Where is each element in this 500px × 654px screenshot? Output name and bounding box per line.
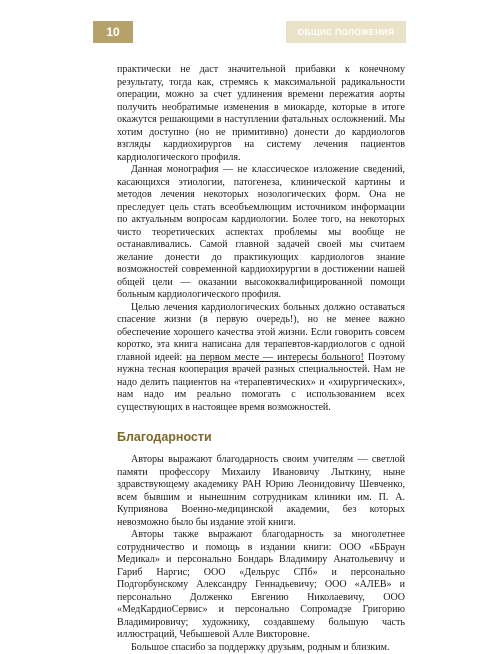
paragraph-thanks-teachers: Авторы выражают благодарность своим учителям — светлой памяти профессору Михаилу Ивановичу Лыткину, ныне здравствующему академику РАН Юрию Леонидовичу Шевченко, всем бывшим и нынешним сотрудникам клиники им. П. А. Куприянова Военно-медицинской академии, без которых невозможно было бы издание этой книги. bbox=[117, 454, 405, 529]
paragraph-thanks-family: Большое спасибо за поддержку друзьям, родным и близким. bbox=[117, 642, 405, 654]
running-title: ОБЩИЕ ПОЛОЖЕНИЯ bbox=[286, 21, 406, 43]
page-body bbox=[117, 64, 405, 654]
page-number: 10 bbox=[93, 21, 133, 43]
paragraph-goal-emphasis: на первом месте — интересы больного! bbox=[186, 352, 364, 363]
section-heading: Благодарности bbox=[117, 430, 405, 444]
paragraph-goal bbox=[117, 302, 405, 415]
paragraph-goal-start: Целью лечения кардиологических больных должно оставаться спасение жизни (в первую очередь!), но не менее важно обеспечение хорошего качества этой жизни. Если говорить совсем коротко, эта книга написана для терапевтов-кардиологов с одной главной идеей: bbox=[117, 302, 405, 363]
paragraph-continuation: практически не даст значительной прибавки к конечному результату, тогда как, стремясь к максимальной радикальности операции, можно за счет удлинения времени пережатия аорты получить необратимые изменения в миокарде, которые в итоге окажутся решающими в наступлении фатальных осложнений. Мы хотим доступно (но не примитивно) донести до кардиологов взгляды кардиохирургов на систему лечения пациентов кардиологического профиля. bbox=[117, 64, 405, 164]
paragraph-monograph: Данная монография — не классическое изложение сведений, касающихся этиологии, патогенеза, клинической картины и методов лечения некоторых нозологических форм. Она не преследует цель стать всеобъемлющим источником информации по актуальным вопросам кардиологии. Более того, на некоторых чисто теоретических аспектах проблемы мы вообще не останавливались. Самой главной задачей своей мы считаем желание донести до практикующих кардиологов знание возможностей современной кардиохирургии в достижении нашей общей цели — оказании высококвалифицированной помощи больным кардиологического профиля. bbox=[117, 164, 405, 302]
page-header bbox=[0, 0, 500, 43]
paragraph-goal-end: Поэтому нужна тесная кооперация врачей разных специальностей. Нам не надо делить пациентов на «терапевтических» и «хирургических», нам надо им реально помогать с использованием всех существующих в настоящее время возможностей. bbox=[117, 352, 405, 413]
paragraph-thanks-partners: Авторы также выражают благодарность за многолетнее сотрудничество и помощь в издании книги: ООО «ББраун Медикал» и персонально Бондарь Владимиру Анатольевичу и Гариб Наргис; ООО «Дельрус СПб» и персонально Подгорбунскому Александру Геннадьевичу; ООО «АЛЕВ» и персонально Долженко Евгению Николаевичу, ООО «МедКардиоСервис» и персонально Сопромадзе Григорию Владимировичу; художнику, создавшему большую часть иллюстраций, Чебышевой Алле Викторовне. bbox=[117, 529, 405, 642]
